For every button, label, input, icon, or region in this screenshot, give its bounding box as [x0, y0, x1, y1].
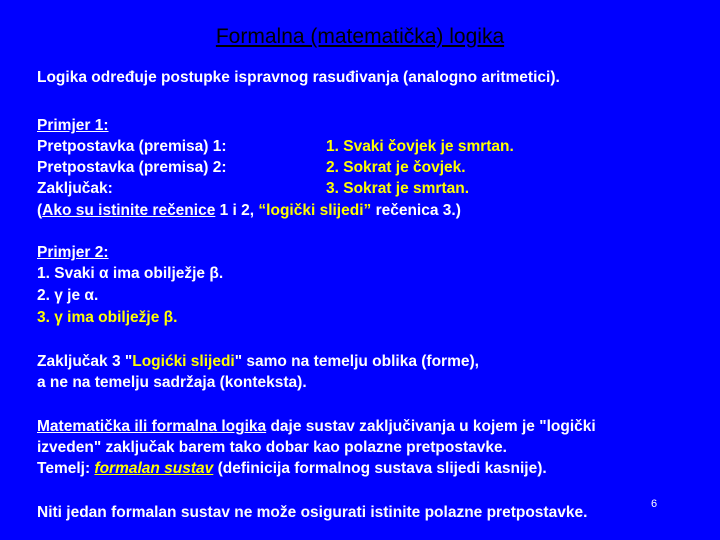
- gamma-symbol: γ: [54, 309, 63, 326]
- note-quoted: “logički slijedi”: [258, 202, 372, 219]
- ex2-l2-c: .: [93, 287, 99, 304]
- note-open: (: [37, 202, 43, 219]
- formal-line1-rest: daje sustav zaključivanja u kojem je "logički: [266, 418, 596, 435]
- beta-symbol: β: [209, 265, 219, 282]
- formal-term: formalan sustav: [94, 460, 214, 477]
- conclusion-b: " samo na temelju oblika (forme),: [234, 353, 479, 370]
- conclusion-a: Zaključak 3 ": [37, 353, 133, 370]
- example1-premise2-value: 2. Sokrat je čovjek.: [326, 159, 466, 176]
- note-end: rečenica 3.): [371, 202, 461, 219]
- example1-heading: Primjer 1:: [37, 117, 109, 134]
- ex2-l3-a: 3.: [37, 309, 55, 326]
- ex2-l3-c: .: [173, 309, 178, 326]
- ex2-l2-b: je: [62, 287, 85, 304]
- example2-line3: [37, 308, 177, 327]
- conclusion-quoted: Logićki slijedi: [132, 353, 235, 370]
- slide-title: Formalna (matematička) logika: [215, 25, 505, 48]
- example1-premise2-label: Pretpostavka (premisa) 2:: [37, 159, 227, 176]
- note-underlined: Ako su istinite rečenice: [42, 202, 216, 219]
- formal-line3: [37, 459, 547, 478]
- formal-underlined: Matematička ili formalna logika: [37, 418, 267, 435]
- ex2-l3-b: ima obilježje: [62, 309, 164, 326]
- example1-conclusion-label: Zaključak:: [37, 180, 113, 197]
- example2-line2: [37, 286, 98, 305]
- formal-line2: izveden" zaključak barem tako dobar kao polazne pretpostavke.: [37, 439, 507, 456]
- ex2-l2-a: 2.: [37, 287, 55, 304]
- example2-line1: [37, 264, 223, 283]
- note-middle: 1 i 2,: [215, 202, 259, 219]
- formal-line1: [37, 417, 596, 436]
- example1-premise1-label: Pretpostavka (premisa) 1:: [37, 138, 227, 155]
- formal-line3-b: (definicija formalnog sustava slijedi kasnije).: [213, 460, 547, 477]
- example1-premise1-value: 1. Svaki čovjek je smrtan.: [326, 138, 514, 155]
- conclusion-line1: [37, 352, 479, 371]
- example1-conclusion-value: 3. Sokrat je smrtan.: [326, 180, 470, 197]
- intro-text: Logika određuje postupke ispravnog rasuđivanja (analogno aritmetici).: [37, 69, 560, 86]
- example1-note: [37, 201, 461, 220]
- alpha-symbol: α: [99, 265, 109, 282]
- footer-text: Niti jedan formalan sustav ne može osigurati istinite polazne pretpostavke.: [37, 504, 588, 521]
- ex2-l1-b: ima obilježje: [108, 265, 210, 282]
- formal-line3-a: Temelj:: [37, 460, 95, 477]
- alpha-symbol: α: [84, 287, 94, 304]
- gamma-symbol: γ: [54, 287, 63, 304]
- ex2-l1-c: .: [218, 265, 224, 282]
- example2-heading: Primjer 2:: [37, 244, 109, 261]
- ex2-l1-a: 1. Svaki: [37, 265, 100, 282]
- beta-symbol: β: [163, 309, 174, 326]
- conclusion-line2: a ne na temelju sadržaja (konteksta).: [37, 374, 307, 391]
- page-number: 6: [651, 498, 658, 510]
